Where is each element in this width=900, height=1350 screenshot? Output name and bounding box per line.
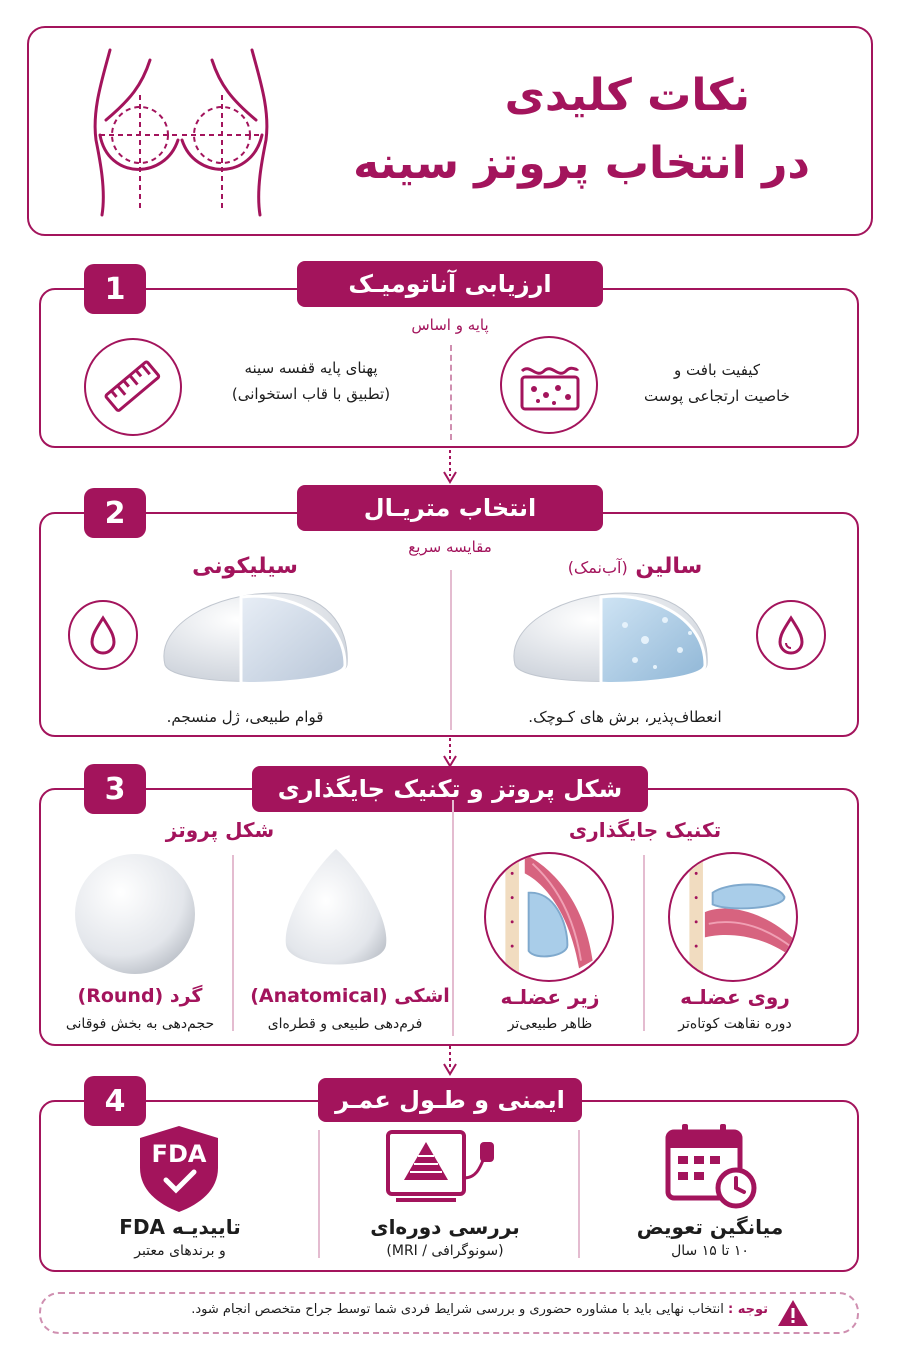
- replacement-desc: ۱۰ تا ۱۵ سال: [671, 1243, 749, 1259]
- note-body: انتخاب نهایی باید با مشاوره حضوری و بررسی شرایط فردی شما توسط جراح متخصص انجام شود.: [191, 1302, 724, 1317]
- section3-number: 3: [84, 764, 146, 814]
- arrow-down-icon: [442, 1046, 458, 1076]
- fda-shield-icon: [136, 1124, 222, 1214]
- section2-number: 2: [84, 488, 146, 538]
- fda-title: تاییدیـه FDA: [119, 1215, 241, 1239]
- saline-implant-image: [505, 585, 715, 695]
- section1-divider: [450, 345, 452, 440]
- drop-icon: [68, 600, 138, 670]
- round-desc: حجم‌دهی به بخش فوقانی: [65, 1016, 215, 1032]
- saline-desc: انعطاف‌پذیر، برش‌ های کـوچک.: [528, 708, 722, 726]
- section3-title: شکل پروتز و تکنیک جایگذاری: [252, 766, 648, 812]
- section2-subtitle: مقایسه سریع: [408, 538, 492, 556]
- section4-divider-right: [578, 1130, 580, 1258]
- section2-divider: [450, 570, 452, 730]
- arrow-down-icon: [442, 450, 458, 484]
- fda-desc: و برندهای معتبر: [134, 1243, 226, 1259]
- replacement-title: میانگین تعویض: [636, 1215, 784, 1239]
- round-title: گرد (Round): [77, 985, 203, 1007]
- shape-heading: شکل پروتز: [165, 818, 275, 842]
- arrow-down-icon: [442, 738, 458, 768]
- saline-title-main: سالین: [635, 554, 703, 579]
- silicone-implant-image: [155, 585, 355, 695]
- under-muscle-desc: ظاهر طبیعی‌تر: [507, 1016, 593, 1032]
- anatomical-desc: فرم‌دهی طبیعی و قطره‌ای: [267, 1016, 423, 1032]
- skin-quality-text: [612, 358, 822, 409]
- breast-outline-icon: [80, 40, 280, 220]
- over-muscle-title: روی عضلـه: [680, 985, 790, 1009]
- note-text: [100, 1302, 768, 1317]
- page-title-line2: در انتخاب پروتز سینه: [353, 138, 810, 189]
- page-title-line1: نکات کلیدی: [504, 70, 750, 121]
- silicone-title: سیلیکونی: [192, 554, 298, 579]
- section2-title: انتخاب متریـال: [297, 485, 603, 531]
- periodic-check-desc: (سونوگرافی / MRI): [386, 1243, 504, 1259]
- section3-divider-right: [643, 855, 645, 1031]
- section1-number: 1: [84, 264, 146, 314]
- section4-divider-left: [318, 1130, 320, 1258]
- chest-width-line2: (تطبیق با قاب استخوانی): [231, 384, 391, 403]
- periodic-check-title: بررسی دوره‌ای: [370, 1215, 520, 1239]
- warning-icon: [776, 1298, 810, 1328]
- skin-quality-line1: کیفیت بافت و: [674, 361, 760, 379]
- section4-title: ایمنی و طـول عمـر: [318, 1078, 582, 1122]
- saline-title-note: (آب‌نمک): [567, 558, 628, 577]
- anatomical-implant-image: [278, 845, 394, 975]
- under-muscle-image: [484, 852, 614, 982]
- section1-subtitle: پایه و اساس: [411, 316, 489, 334]
- drop-icon: [756, 600, 826, 670]
- round-implant-image: [70, 852, 200, 977]
- under-muscle-title: زیر عضلـه: [500, 985, 600, 1009]
- over-muscle-desc: دوره نقاهت کوتاه‌تر: [678, 1016, 792, 1032]
- skin-tissue-icon: [500, 336, 598, 434]
- ruler-icon: [84, 338, 182, 436]
- section3-divider-left: [232, 855, 234, 1031]
- over-muscle-image: [668, 852, 798, 982]
- anatomical-title: اشکی (Anatomical): [250, 985, 450, 1007]
- saline-title: [540, 554, 730, 579]
- section4-number: 4: [84, 1076, 146, 1126]
- section1-title: ارزیابی آناتومیـک: [297, 261, 603, 307]
- ultrasound-machine-icon: [384, 1128, 504, 1208]
- note-label: توجه :: [727, 1302, 768, 1317]
- fda-badge-text: FDA: [151, 1140, 207, 1168]
- chest-width-line1: پهنای پایه قفسه سینه: [244, 359, 378, 377]
- skin-quality-line2: خاصیت ارتجاعی پوست: [644, 386, 790, 405]
- calendar-clock-icon: [664, 1120, 760, 1212]
- section3-divider-mid: [452, 800, 454, 1036]
- chest-width-text: [196, 356, 426, 407]
- silicone-desc: قوام طبیعی، ژل منسجم.: [166, 708, 324, 726]
- technique-heading: تکنیک جایگذاری: [568, 818, 722, 842]
